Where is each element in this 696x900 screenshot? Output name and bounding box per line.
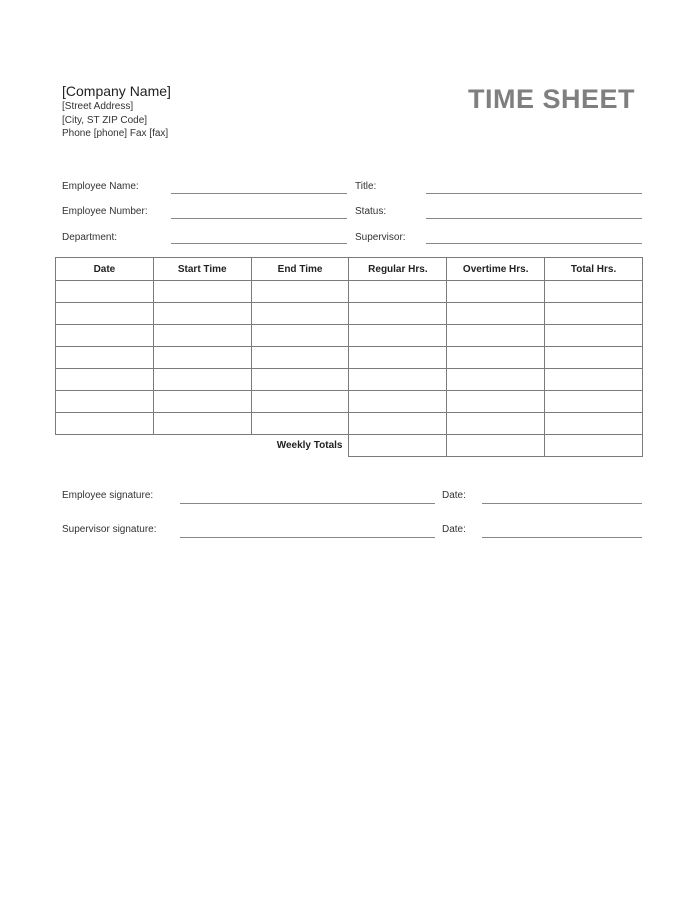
hours-table (55, 257, 643, 457)
table-row (56, 347, 643, 369)
table-cell[interactable] (56, 369, 154, 391)
department-label: Department: (62, 232, 118, 243)
total-hrs-total-cell[interactable] (545, 435, 643, 457)
employee-number-line[interactable] (171, 218, 347, 219)
supervisor-line[interactable] (426, 243, 642, 244)
table-cell[interactable] (545, 369, 643, 391)
supervisor-label: Supervisor: (355, 232, 406, 243)
column-header: Regular Hrs. (349, 258, 447, 281)
table-cell[interactable] (251, 325, 349, 347)
table-cell[interactable] (153, 281, 251, 303)
street-address: [Street Address] (62, 101, 134, 112)
table-row (56, 391, 643, 413)
table-cell[interactable] (545, 413, 643, 435)
title-line[interactable] (426, 193, 642, 194)
table-cell[interactable] (349, 303, 447, 325)
table-cell[interactable] (447, 303, 545, 325)
column-header: End Time (251, 258, 349, 281)
table-cell[interactable] (56, 325, 154, 347)
department-line[interactable] (171, 243, 347, 244)
table-cell[interactable] (153, 325, 251, 347)
weekly-totals-label: Weekly Totals (276, 440, 343, 452)
table-cell[interactable] (153, 303, 251, 325)
table-cell[interactable] (545, 325, 643, 347)
table-cell[interactable] (56, 413, 154, 435)
table-cell[interactable] (349, 281, 447, 303)
employee-signature-label: Employee signature: (62, 490, 154, 501)
supervisor-signature-line[interactable] (180, 537, 435, 538)
table-row (56, 325, 643, 347)
table-cell[interactable] (447, 413, 545, 435)
table-header-row (56, 258, 643, 281)
column-header: Overtime Hrs. (447, 258, 545, 281)
table-cell[interactable] (545, 303, 643, 325)
table-cell[interactable] (251, 281, 349, 303)
column-header: Total Hrs. (545, 258, 643, 281)
title-label: Title: (355, 181, 377, 192)
table-cell[interactable] (545, 281, 643, 303)
column-header: Start Time (153, 258, 251, 281)
document-title: TIME SHEET (467, 84, 635, 114)
table-cell[interactable] (545, 347, 643, 369)
table-cell[interactable] (56, 347, 154, 369)
table-row (56, 369, 643, 391)
table-row (56, 281, 643, 303)
employee-date-line[interactable] (482, 503, 642, 504)
table-cell[interactable] (447, 281, 545, 303)
table-cell[interactable] (447, 347, 545, 369)
table-cell[interactable] (447, 391, 545, 413)
table-cell[interactable] (56, 303, 154, 325)
phone-fax: Phone [phone] Fax [fax] (62, 128, 169, 139)
employee-signature-line[interactable] (180, 503, 435, 504)
table-cell[interactable] (251, 391, 349, 413)
table-cell[interactable] (153, 369, 251, 391)
table-cell[interactable] (545, 391, 643, 413)
status-line[interactable] (426, 218, 642, 219)
table-cell[interactable] (349, 369, 447, 391)
table-cell[interactable] (153, 391, 251, 413)
regular-hrs-total-cell[interactable] (349, 435, 447, 457)
table-cell[interactable] (251, 369, 349, 391)
employee-number-label: Employee Number: (62, 206, 148, 217)
status-label: Status: (355, 206, 387, 217)
supervisor-date-line[interactable] (482, 537, 642, 538)
weekly-totals-row (56, 435, 643, 457)
table-cell[interactable] (153, 347, 251, 369)
employee-name-label: Employee Name: (62, 181, 139, 192)
table-cell[interactable] (349, 391, 447, 413)
city-state-zip: [City, ST ZIP Code] (62, 115, 148, 126)
table-cell[interactable] (447, 369, 545, 391)
supervisor-signature-label: Supervisor signature: (62, 524, 157, 535)
table-cell[interactable] (349, 413, 447, 435)
overtime-hrs-total-cell[interactable] (447, 435, 545, 457)
table-row (56, 303, 643, 325)
table-cell[interactable] (349, 325, 447, 347)
column-header: Date (56, 258, 154, 281)
employee-name-line[interactable] (171, 193, 347, 194)
company-name: [Company Name] (62, 83, 171, 99)
supervisor-date-label: Date: (442, 524, 466, 535)
table-cell[interactable] (447, 325, 545, 347)
table-cell[interactable] (153, 413, 251, 435)
table-cell[interactable] (349, 347, 447, 369)
table-cell[interactable] (56, 391, 154, 413)
table-cell[interactable] (251, 347, 349, 369)
table-cell[interactable] (56, 281, 154, 303)
table-cell[interactable] (251, 303, 349, 325)
table-cell[interactable] (251, 413, 349, 435)
employee-date-label: Date: (442, 490, 466, 501)
table-row (56, 413, 643, 435)
